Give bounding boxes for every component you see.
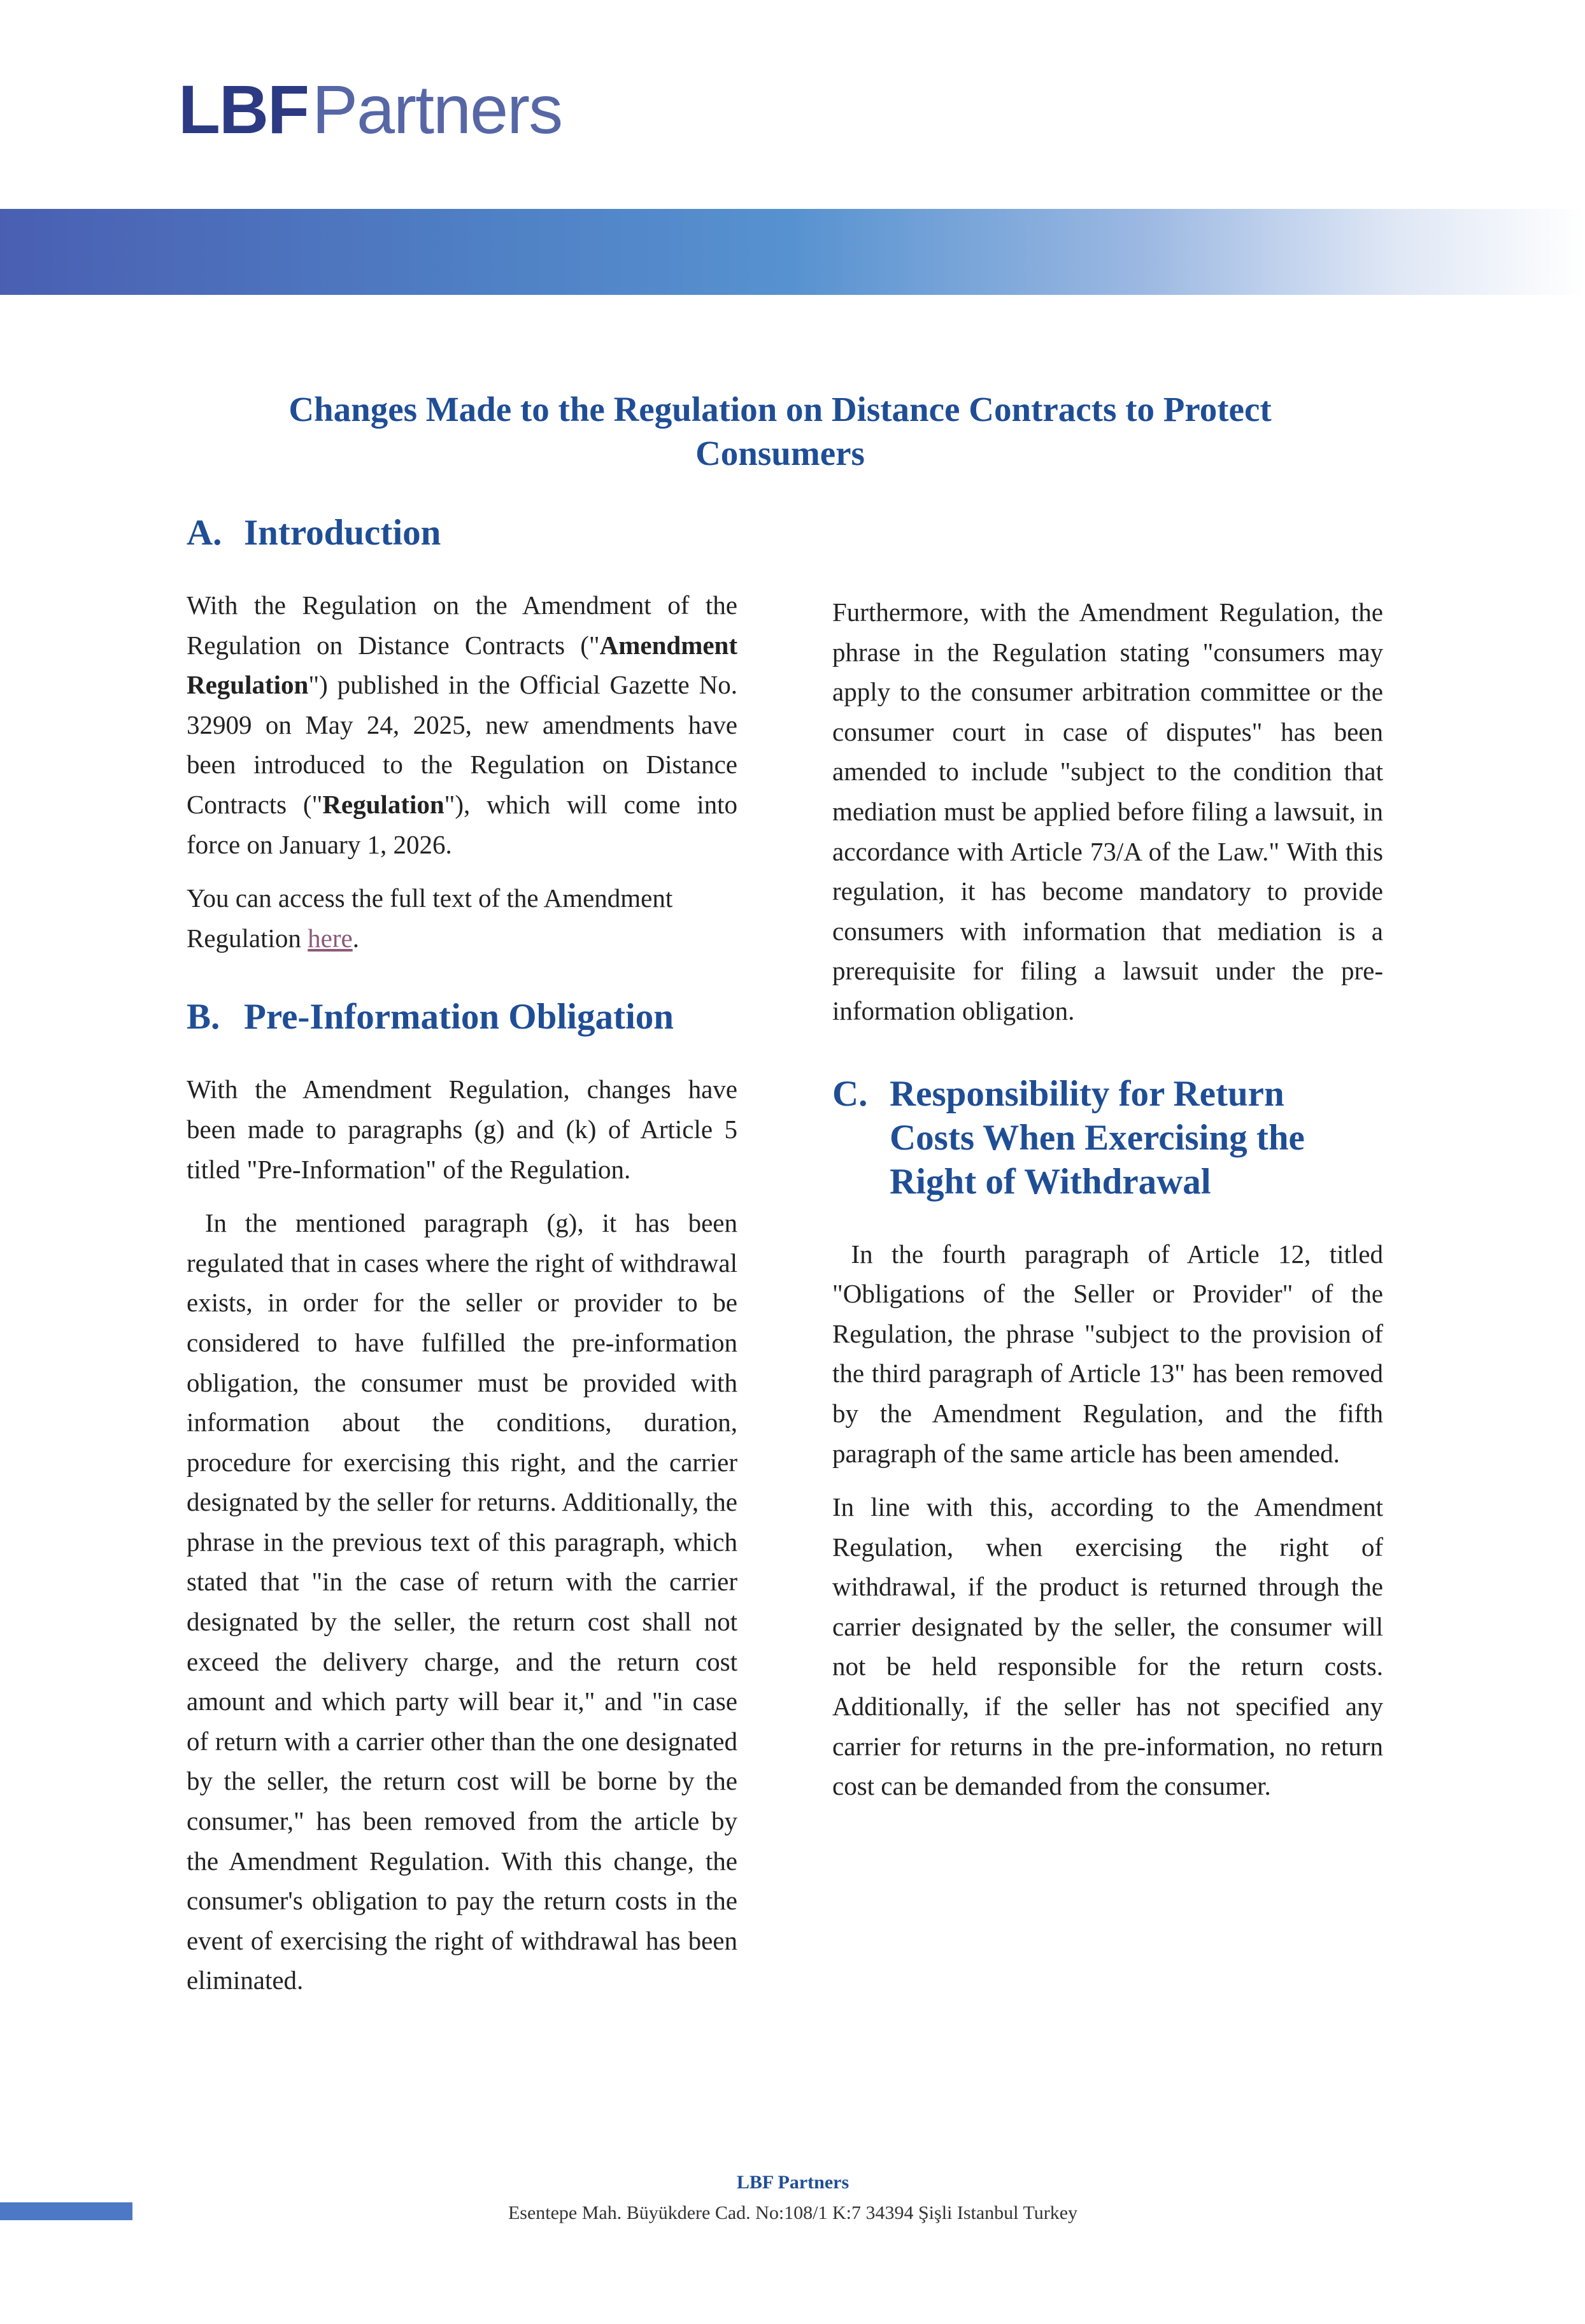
section-c-letter: C. <box>832 1073 868 1114</box>
logo-light-text: Partners <box>311 71 562 148</box>
section-b-paragraph-1: With the Amendment Regulation, changes have been made to paragraphs (g) and (k) of Article 5 titled "Pre-Information" of the Regulation. <box>187 1074 737 1184</box>
document-title <box>242 387 1318 475</box>
text-span: With the Regulation on the Amendment of the Regulation on Distance Contracts (" <box>187 590 737 660</box>
section-c-heading <box>832 1072 1383 1204</box>
right-column <box>832 592 1390 1806</box>
section-c-paragraph-1: In the fourth paragraph of Article 12, titled "Obligations of the Seller or Provider" of the Regulation, the phrase "subject to the provision of the third paragraph of Article 13" has been removed by the Amendment Regulation, and the fifth paragraph of the same article has been amended. <box>832 1239 1390 1468</box>
bold-term-regulation: Regulation <box>322 789 444 819</box>
left-column <box>187 511 744 2000</box>
footer-address: Esentepe Mah. Büyükdere Cad. No:108/1 K:7 34394 Şişli Istanbul Turkey <box>508 2202 1078 2223</box>
text-span: "), which will come into force on January 1, 2026. <box>187 789 737 859</box>
logo-bold-text: LBF <box>178 71 308 148</box>
section-b-paragraph-2: In the mentioned paragraph (g), it has been regulated that in cases where the right of withdrawal exists, in order for the seller or provider to be considered to have fulfilled the pre-information obligation, the consumer must be provided with information about the conditions, duration, procedure for exercising this right, and the carrier designated by the seller for returns. Additionally, the phrase in the previous text of this paragraph, which stated that "in the case of return with the carrier designated by the seller, the return cost shall not exceed the delivery charge, and the return cost amount and which party will bear it," and "in case of return with a carrier other than the one designated by the seller, the return cost will be borne by the consumer," has been removed from the article by the Amendment Regulation. With this change, the consumer's obligation to pay the return costs in the event of exercising the right of withdrawal has been eliminated. <box>187 1208 744 1995</box>
section-a-title: Introduction <box>244 513 441 553</box>
header-gradient-banner <box>0 209 1585 295</box>
here-link[interactable]: here <box>308 923 353 953</box>
section-b-heading <box>187 995 737 1039</box>
footer-company-name: LBF Partners <box>736 2172 849 2193</box>
text-span: . <box>352 923 359 953</box>
section-a-letter: A. <box>187 513 222 553</box>
company-logo <box>178 71 562 148</box>
bold-term-amendment-regulation: Amendment Regulation <box>187 630 737 700</box>
footer-accent-bar <box>0 2202 132 2220</box>
section-a-heading <box>187 511 737 555</box>
text-span: You can access the full text of the Amendment Regulation <box>187 883 673 953</box>
document-title-line-1: Changes Made to the Regulation on Distance Contracts to Protect <box>288 390 1272 429</box>
section-a-paragraph-1 <box>187 585 737 864</box>
section-a-paragraph-2 <box>187 878 737 958</box>
section-b-paragraph-3: Furthermore, with the Amendment Regulation, the phrase in the Regulation stating "consumers may apply to the consumer arbitration committee or the consumer court in case of disputes" has been amended to include "subject to the condition that mediation must be applied before filing a lawsuit, in accordance with Article 73/A of the Law." With this regulation, it has become mandatory to provide consumers with information that mediation is a prerequisite for filing a lawsuit under the pre-information obligation. <box>832 597 1383 1025</box>
section-c-title: Responsibility for Return Costs When Exercising the Right of Withdrawal <box>890 1073 1305 1202</box>
section-b-letter: B. <box>187 997 220 1037</box>
section-b-title: Pre-Information Obligation <box>244 997 674 1037</box>
section-c-paragraph-2: In line with this, according to the Amendment Regulation, when exercising the right of withdrawal, if the product is returned through the carrier designated by the seller, the consumer will not be held responsible for the return costs. Additionally, if the seller has not specified any carrier for returns in the pre-information, no return cost can be demanded from the consumer. <box>832 1492 1383 1801</box>
text-span: ") published in the Official Gazette No. 32909 on May 24, 2025, new amendments have been introduced to the Regulation on Distance Contracts (" <box>187 670 737 819</box>
document-title-line-2: Consumers <box>695 434 865 473</box>
